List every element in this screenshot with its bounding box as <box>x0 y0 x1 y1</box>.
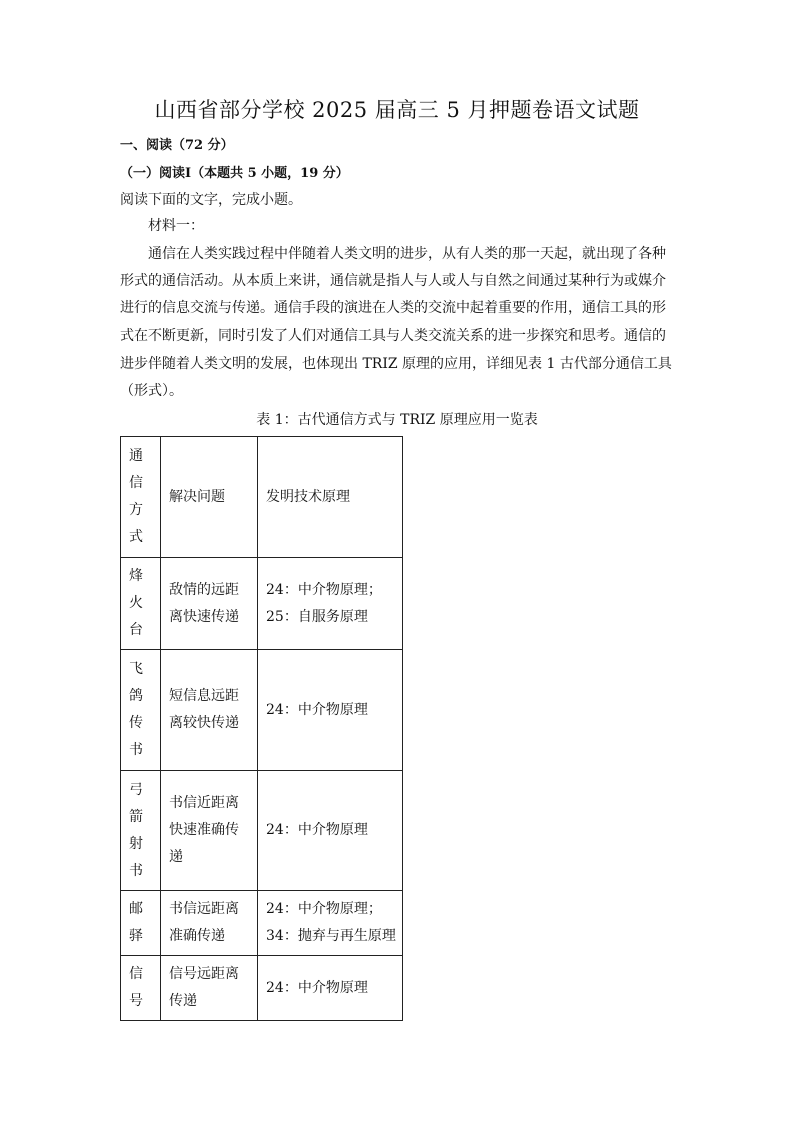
principle-cell: 24：中介物原理； 25：自服务原理 <box>258 558 403 650</box>
method-cell: 飞鸽传书 <box>121 650 161 771</box>
method-cell: 邮驿 <box>121 891 161 956</box>
page-title: 山西省部分学校 2025 届高三 5 月押题卷语文试题 <box>154 98 640 122</box>
header-cell-method: 通信方式 <box>121 437 161 558</box>
header-cell-principle: 发明技术原理 <box>258 437 403 558</box>
paragraph-line: 形式的通信活动。从本质上来讲，通信就是指人与人或人与自然之间通过某种行为或媒介 <box>120 273 666 289</box>
problem-cell: 短信息远距离较快传递 <box>161 650 258 771</box>
table-row <box>121 891 403 956</box>
table-row <box>121 771 403 891</box>
method-cell: 烽火台 <box>121 558 161 650</box>
paragraph-line: （形式）。 <box>120 383 183 399</box>
table-row <box>121 558 403 650</box>
paragraph-line: 进步伴随着人类文明的发展，也体现出 TRIZ 原理的应用，详细见表 1 古代部分通信工具 <box>120 356 672 372</box>
principle-cell: 24：中介物原理 <box>258 771 403 891</box>
problem-cell: 信号远距离传递 <box>161 956 258 1021</box>
table-row <box>121 650 403 771</box>
table-caption: 表 1：古代通信方式与 TRIZ 原理应用一览表 <box>256 412 538 428</box>
method-cell: 信号 <box>121 956 161 1021</box>
paragraph-line: 通信在人类实践过程中伴随着人类文明的进步，从有人类的那一天起，就出现了各种 <box>148 246 666 262</box>
subsection-heading: （一）阅读Ⅰ（本题共 5 小题，19 分） <box>120 166 349 181</box>
problem-cell: 书信近距离快速准确传递 <box>161 771 258 891</box>
problem-cell: 敌情的远距离快速传递 <box>161 558 258 650</box>
principle-cell: 24：中介物原理 <box>258 956 403 1021</box>
paragraph-line: 进行的信息交流与传递。通信手段的演进在人类的交流中起着重要的作用，通信工具的形 <box>120 300 666 316</box>
table-row <box>121 956 403 1021</box>
section-heading: 一、阅读（72 分） <box>120 138 234 153</box>
paragraph-line: 式在不断更新，同时引发了人们对通信工具与人类交流关系的进一步探究和思考。通信的 <box>120 328 666 344</box>
table-header-row <box>121 437 403 558</box>
header-cell-problem: 解决问题 <box>161 437 258 558</box>
communication-table <box>120 436 403 1021</box>
method-cell: 弓箭射书 <box>121 771 161 891</box>
problem-cell: 书信远距离准确传递 <box>161 891 258 956</box>
principle-cell: 24：中介物原理 <box>258 650 403 771</box>
instruction-text: 阅读下面的文字，完成小题。 <box>120 192 302 208</box>
material-label: 材料一： <box>148 218 204 234</box>
principle-cell: 24：中介物原理； 34：抛弃与再生原理 <box>258 891 403 956</box>
